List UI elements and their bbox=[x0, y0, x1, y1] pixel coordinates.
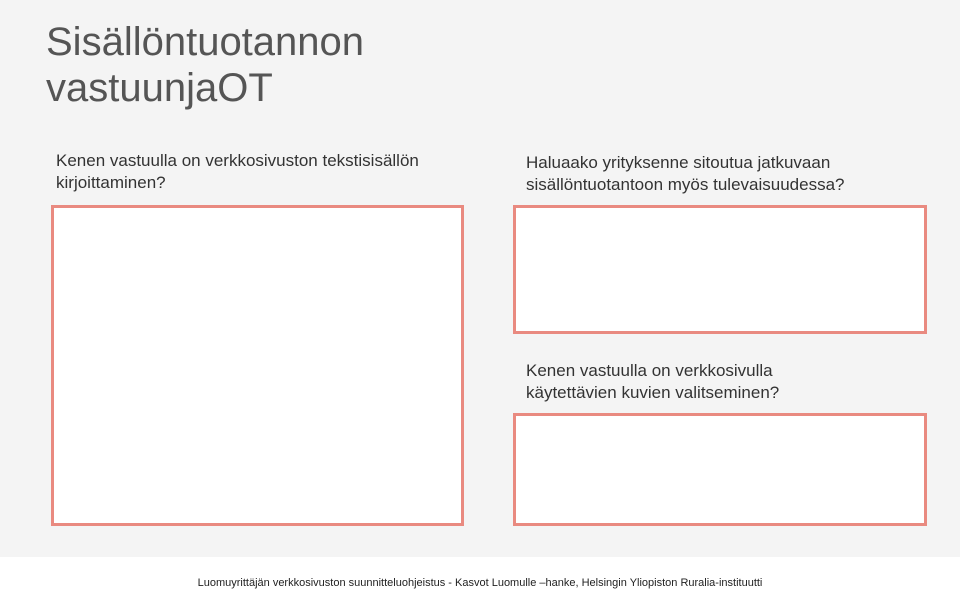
question-text-commitment bbox=[526, 152, 946, 196]
question-line: Kenen vastuulla on verkkosivulla bbox=[526, 361, 773, 380]
footer-credit: Luomuyrittäjän verkkosivuston suunnitteluohjeistus - Kasvot Luomulle –hanke, Helsingin Yliopiston Ruralia-instituutti bbox=[197, 577, 763, 589]
slide-title-line-1: Sisällöntuotannon bbox=[46, 20, 365, 64]
question-line: sisällöntuotantoon myös tulevaisuudessa? bbox=[526, 175, 845, 194]
answer-box-writing[interactable] bbox=[51, 205, 464, 526]
question-text-images bbox=[526, 360, 946, 404]
question-line: Haluaako yrityksenne sitoutua jatkuvaan bbox=[526, 153, 831, 172]
question-line: Kenen vastuulla on verkkosivuston tekstisisällön bbox=[56, 151, 419, 170]
slide-title bbox=[46, 19, 646, 111]
answer-box-commitment[interactable] bbox=[513, 205, 927, 334]
slide-title-line-2: vastuunjaOT bbox=[46, 66, 273, 110]
question-line: kirjoittaminen? bbox=[56, 173, 166, 192]
question-line: käytettävien kuvien valitseminen? bbox=[526, 383, 780, 402]
answer-box-images[interactable] bbox=[513, 413, 927, 526]
question-text-writing bbox=[56, 150, 496, 194]
